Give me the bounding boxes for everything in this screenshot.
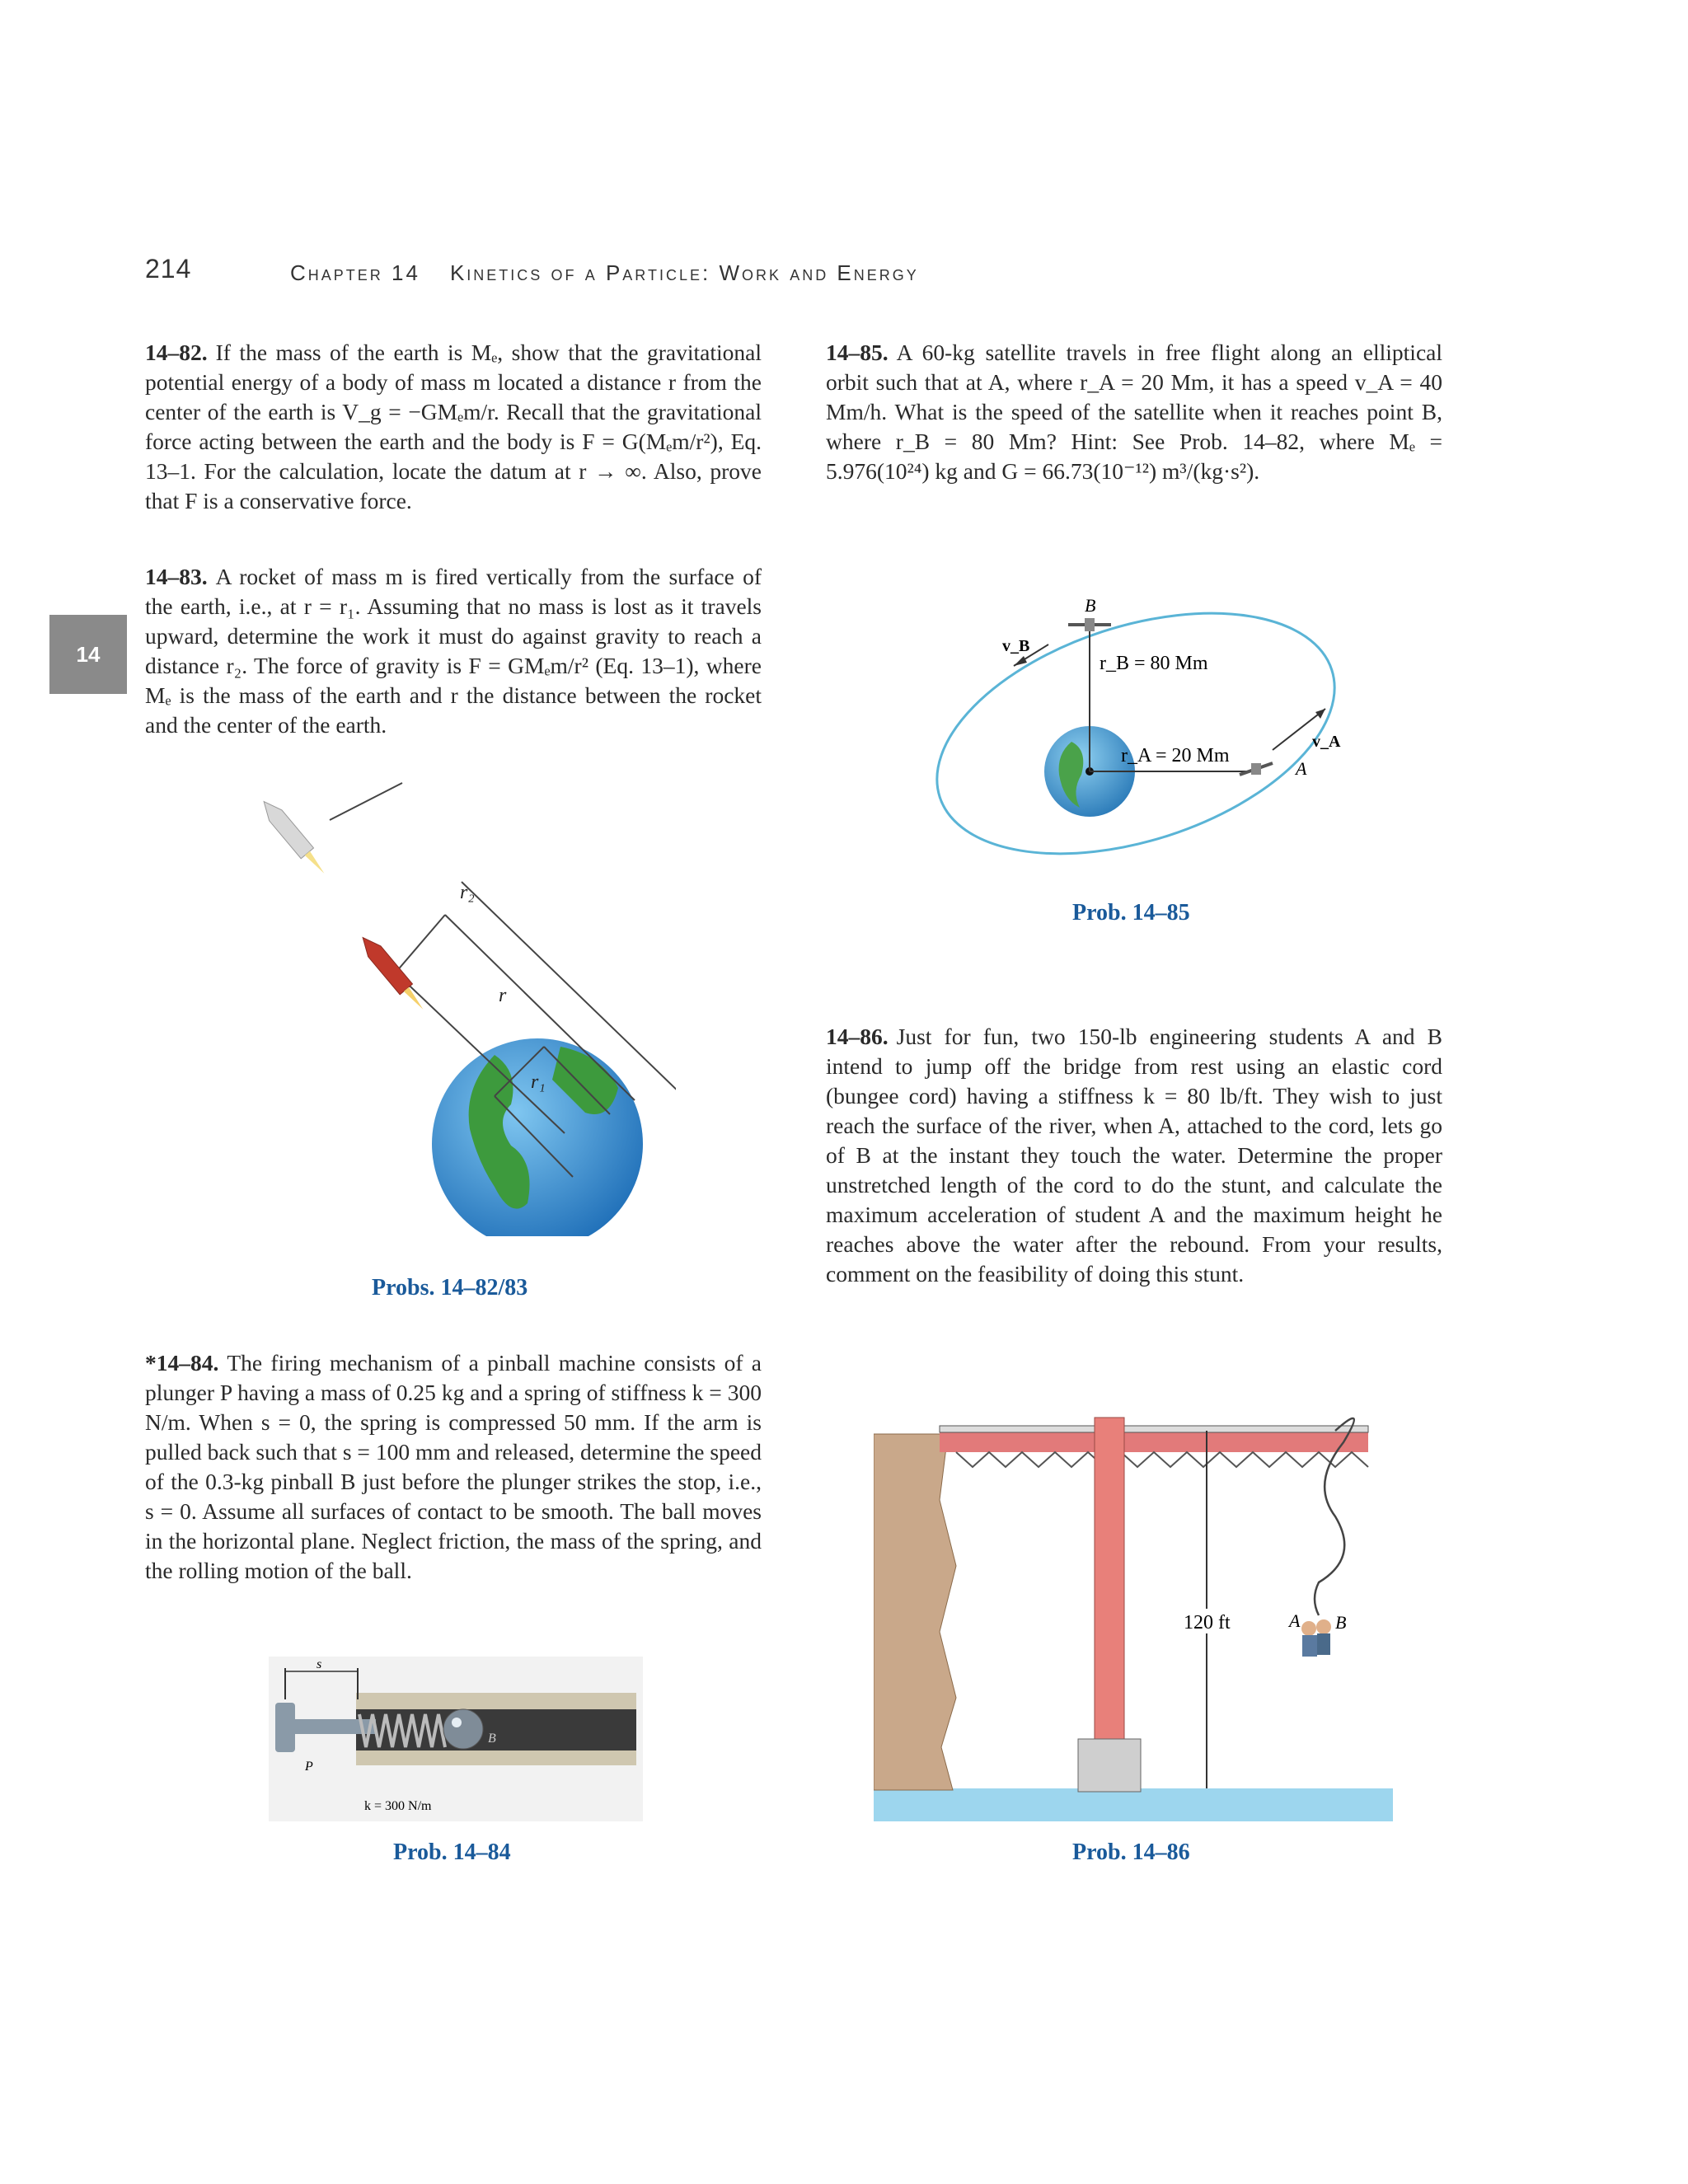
rocket-far (257, 796, 331, 879)
orbit-figure (923, 577, 1352, 874)
pinball-ball (443, 1709, 483, 1749)
problem-text: A rocket of mass m is fired vertically from the surface of the earth, i.e., at r = r₁. Assuming that no mass is lost as it travels upward, determine the work it must do against gravity to reach a distance r₂. The force of gravity is F = GMₑm/r² (Eq. 13–1), where Mₑ is the mass of the earth and r the distance between the rocket and the center of the earth. (145, 564, 762, 738)
chapter-side-tab: 14 (49, 615, 127, 694)
chapter-title: Kinetics of a Particle: Work and Energy (449, 260, 919, 285)
label-s: s (316, 1657, 322, 1671)
label-height: 120 ft (1184, 1612, 1231, 1633)
label-k: k = 300 N/m (364, 1799, 432, 1813)
label-vA: v_A (1312, 733, 1341, 751)
problem-14-86 (826, 1022, 1442, 1289)
problem-14-83 (145, 562, 762, 740)
orbit-path (923, 577, 1352, 874)
label-P: P (305, 1760, 313, 1774)
satellite-A (1240, 763, 1273, 775)
problem-number: 14–85. (826, 340, 889, 365)
problem-14-84 (145, 1348, 762, 1586)
satellite-B (1068, 618, 1111, 631)
chapter-label: Chapter 14 (290, 260, 420, 285)
label-vB: v_B (1002, 637, 1030, 655)
running-header (290, 260, 919, 286)
problem-text: The firing mechanism of a pinball machine consists of a plunger P having a mass of 0.25 kg and a spring of stiffness k = 300 N/m. When s = 0, the spring is compressed 50 mm. If the arm is pulled back such that s = 100 mm and released, determine the speed of the 0.3-kg pinball B just before the plunger strikes the stop, i.e., s = 0. Assume all surfaces of contact to be smooth. The ball moves in the horizontal plane. Neglect friction, the mass of the spring, and the rolling motion of the ball. (145, 1350, 762, 1583)
label-r1: r₁ (531, 1071, 546, 1093)
problem-number: 14–83. (145, 564, 208, 589)
label-B: B (1335, 1612, 1347, 1633)
problem-14-82 (145, 338, 762, 516)
rocket-figure (247, 775, 676, 1236)
bridge-pier (1095, 1418, 1124, 1747)
bridge-deck (940, 1431, 1368, 1452)
problem-text: If the mass of the earth is Mₑ, show that the gravitational potential energy of a body of mass m located a distance r from the center of the earth is V_g = −GMₑm/r. Recall that the gravitational force acting between the earth and the body is F = G(Mₑm/r²), Eq. 13–1. For the calculation, locate the datum at r → ∞. Also, prove that F is a conservative force. (145, 340, 762, 513)
bridge-figure (874, 1385, 1401, 1830)
page-number: 214 (145, 254, 192, 284)
label-r2: r₂ (460, 882, 475, 903)
label-rA: r_A = 20 Mm (1121, 745, 1230, 766)
cliff (874, 1434, 956, 1790)
caption-pinball: Prob. 14–84 (393, 1840, 511, 1865)
caption-bridge: Prob. 14–86 (1072, 1840, 1190, 1865)
pier-footing (1078, 1739, 1141, 1792)
problem-number: 14–86. (826, 1024, 889, 1049)
problem-text: A 60-kg satellite travels in free flight along an elliptical orbit such that at A, where r_A = 20 Mm, it has a speed v_A = 40 Mm/h. What is the speed of the satellite when it reaches point B, where r_B = 80 Mm? Hint: See Prob. 14–82, where Mₑ = 5.976(10²⁴) kg and G = 66.73(10⁻¹²) m³/(kg·s²). (826, 340, 1442, 484)
label-A: A (1289, 1610, 1301, 1631)
problem-number: *14–84. (145, 1350, 219, 1376)
caption-rocket: Probs. 14–82/83 (372, 1275, 528, 1301)
river (874, 1788, 1393, 1821)
label-B: B (1085, 595, 1096, 616)
label-rB: r_B = 80 Mm (1100, 653, 1208, 674)
students-A-B (1301, 1619, 1331, 1657)
earth (432, 1038, 643, 1236)
problem-number: 14–82. (145, 340, 208, 365)
pinball-figure (269, 1657, 643, 1821)
label-B: B (488, 1732, 496, 1746)
problem-14-85 (826, 338, 1442, 486)
problem-text: Just for fun, two 150-lb engineering students A and B intend to jump off the bridge from rest using an elastic cord (bungee cord) having a stiffness k = 80 lb/ft. They wish to just reach the surface of the river, when A, attached to the cord, lets go of B at the instant they touch the water. Determine the proper unstretched length of the cord to do the stunt, and calculate the maximum acceleration of student A and the maximum height he reaches above the water after the rebound. From your results, comment on the feasibility of doing this stunt. (826, 1024, 1442, 1286)
caption-orbit: Prob. 14–85 (1072, 900, 1190, 926)
label-r: r (499, 985, 507, 1006)
label-A: A (1296, 758, 1307, 779)
